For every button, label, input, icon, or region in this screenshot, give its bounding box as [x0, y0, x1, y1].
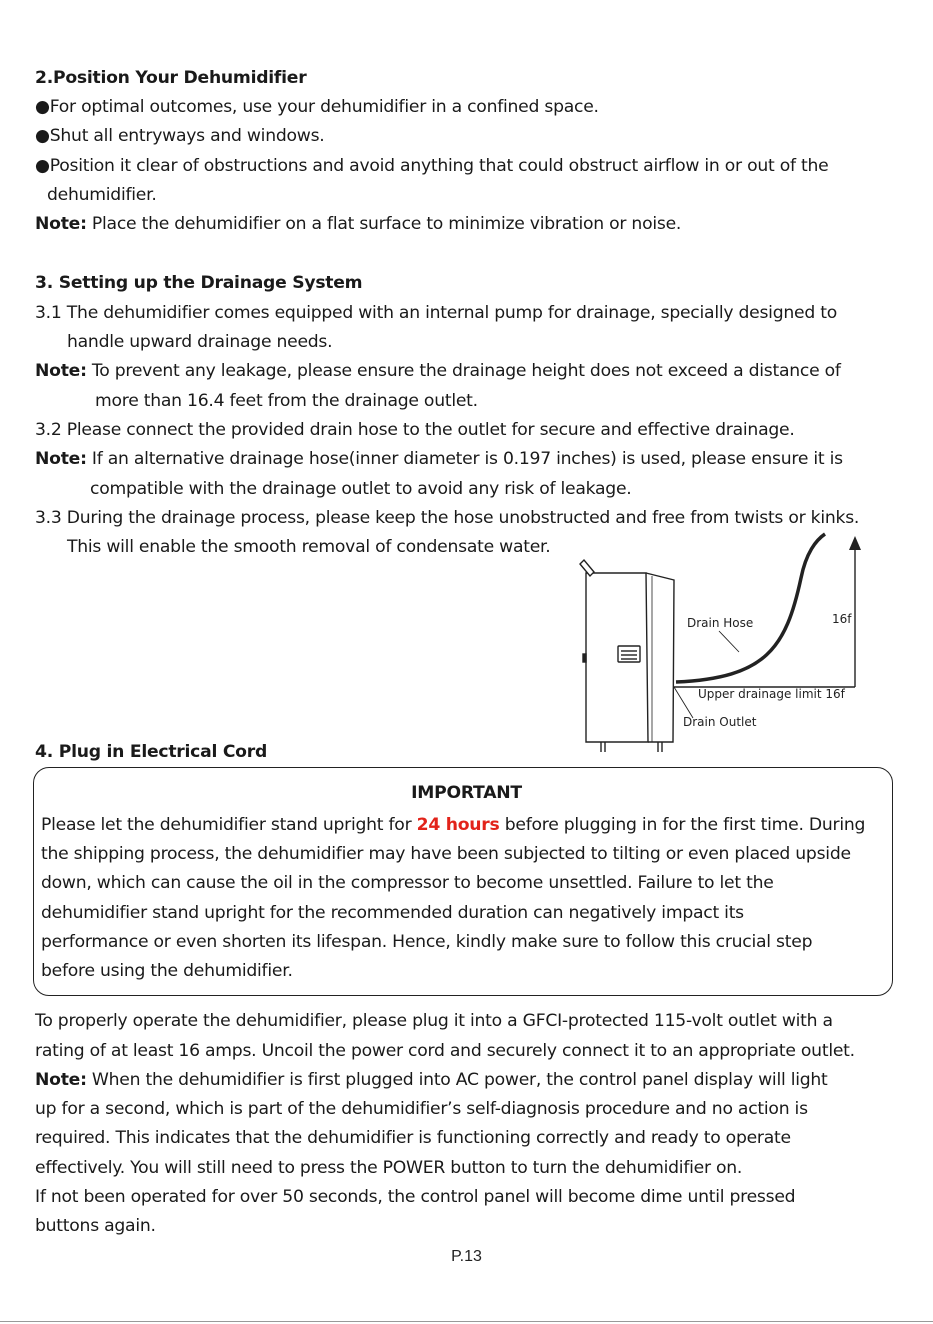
note-label: Note:	[35, 361, 87, 381]
important-text-line: performance or even shorten its lifespan. Hence, kindly make sure to follow this crucial step	[41, 932, 813, 952]
idle-note: buttons again.	[35, 1216, 156, 1236]
important-text-line: dehumidifier stand upright for the recommended duration can negatively impact its	[41, 903, 744, 923]
bullet-item: ●For optimal outcomes, use your dehumidifier in a confined space.	[35, 97, 599, 117]
step-3-2: 3.2 Please connect the provided drain hose to the outlet for secure and effective drainage.	[35, 420, 795, 440]
step-3-1-continuation: handle upward drainage needs.	[67, 332, 333, 352]
bullet-item: ●Shut all entryways and windows.	[35, 126, 325, 146]
important-text: Please let the dehumidifier stand upright for	[41, 815, 417, 835]
upper-limit-label: Upper drainage limit 16f	[698, 687, 845, 701]
note-label: Note:	[35, 449, 87, 469]
important-text-line: the shipping process, the dehumidifier may have been subjected to tilting or even placed upside	[41, 844, 851, 864]
power-note-continuation: required. This indicates that the dehumidifier is functioning correctly and ready to operate	[35, 1128, 791, 1148]
bullet-item: ●Position it clear of obstructions and avoid anything that could obstruct airflow in or out of the	[35, 156, 829, 176]
power-note-continuation: up for a second, which is part of the dehumidifier’s self-diagnosis procedure and no action is	[35, 1099, 808, 1119]
note-text: When the dehumidifier is first plugged into AC power, the control panel display will light	[86, 1070, 828, 1090]
idle-note: If not been operated for over 50 seconds, the control panel will become dime until pressed	[35, 1187, 796, 1207]
section-4-heading: 4. Plug in Electrical Cord	[35, 742, 268, 762]
drainage-diagram	[576, 528, 876, 760]
step-3-3-continuation: This will enable the smooth removal of condensate water.	[67, 537, 551, 557]
power-note-continuation: effectively. You will still need to press the POWER button to turn the dehumidifier on.	[35, 1158, 743, 1178]
note-text: If an alternative drainage hose(inner diameter is 0.197 inches) is used, please ensure it is	[86, 449, 843, 469]
drainage-note-1-continuation: more than 16.4 feet from the drainage outlet.	[95, 391, 478, 411]
step-3-3: 3.3 During the drainage process, please keep the hose unobstructed and free from twists or kinks.	[35, 508, 860, 528]
important-text-line	[41, 814, 865, 836]
highlight-24-hours: 24 hours	[416, 815, 500, 835]
drainage-note-1	[35, 360, 841, 382]
page-number: P.13	[451, 1248, 482, 1265]
plug-instructions: rating of at least 16 amps. Uncoil the power cord and securely connect it to an appropriate outlet.	[35, 1041, 855, 1061]
plug-instructions: To properly operate the dehumidifier, please plug it into a GFCI-protected 115-volt outlet with a	[35, 1011, 833, 1031]
height-label: 16f	[832, 612, 852, 626]
important-text: before plugging in for the first time. During	[499, 815, 866, 835]
page-bottom-rule	[0, 1321, 933, 1322]
section-3-heading: 3. Setting up the Drainage System	[35, 273, 363, 293]
drainage-note-2-continuation: compatible with the drainage outlet to avoid any risk of leakage.	[90, 479, 632, 499]
note-label: Note:	[35, 214, 87, 234]
note-label: Note:	[35, 1070, 87, 1090]
step-3-1: 3.1 The dehumidifier comes equipped with an internal pump for drainage, specially designed to	[35, 303, 837, 323]
drain-outlet-label: Drain Outlet	[683, 715, 757, 729]
important-text-line: down, which can cause the oil in the compressor to become unsettled. Failure to let the	[41, 873, 774, 893]
note-text: Place the dehumidifier on a flat surface to minimize vibration or noise.	[86, 214, 682, 234]
note-text: To prevent any leakage, please ensure the drainage height does not exceed a distance of	[86, 361, 841, 381]
drain-hose-label: Drain Hose	[687, 616, 754, 630]
important-text-line: before using the dehumidifier.	[41, 961, 293, 981]
dehumidifier-illustration	[580, 560, 674, 752]
important-title: IMPORTANT	[411, 783, 522, 803]
section-2-heading: 2.Position Your Dehumidifier	[35, 68, 307, 88]
section-2-note	[35, 213, 681, 235]
bullet-item-continuation: dehumidifier.	[47, 185, 157, 205]
drain-hose-curve	[676, 534, 825, 682]
drainage-note-2	[35, 448, 843, 470]
power-note	[35, 1069, 828, 1091]
